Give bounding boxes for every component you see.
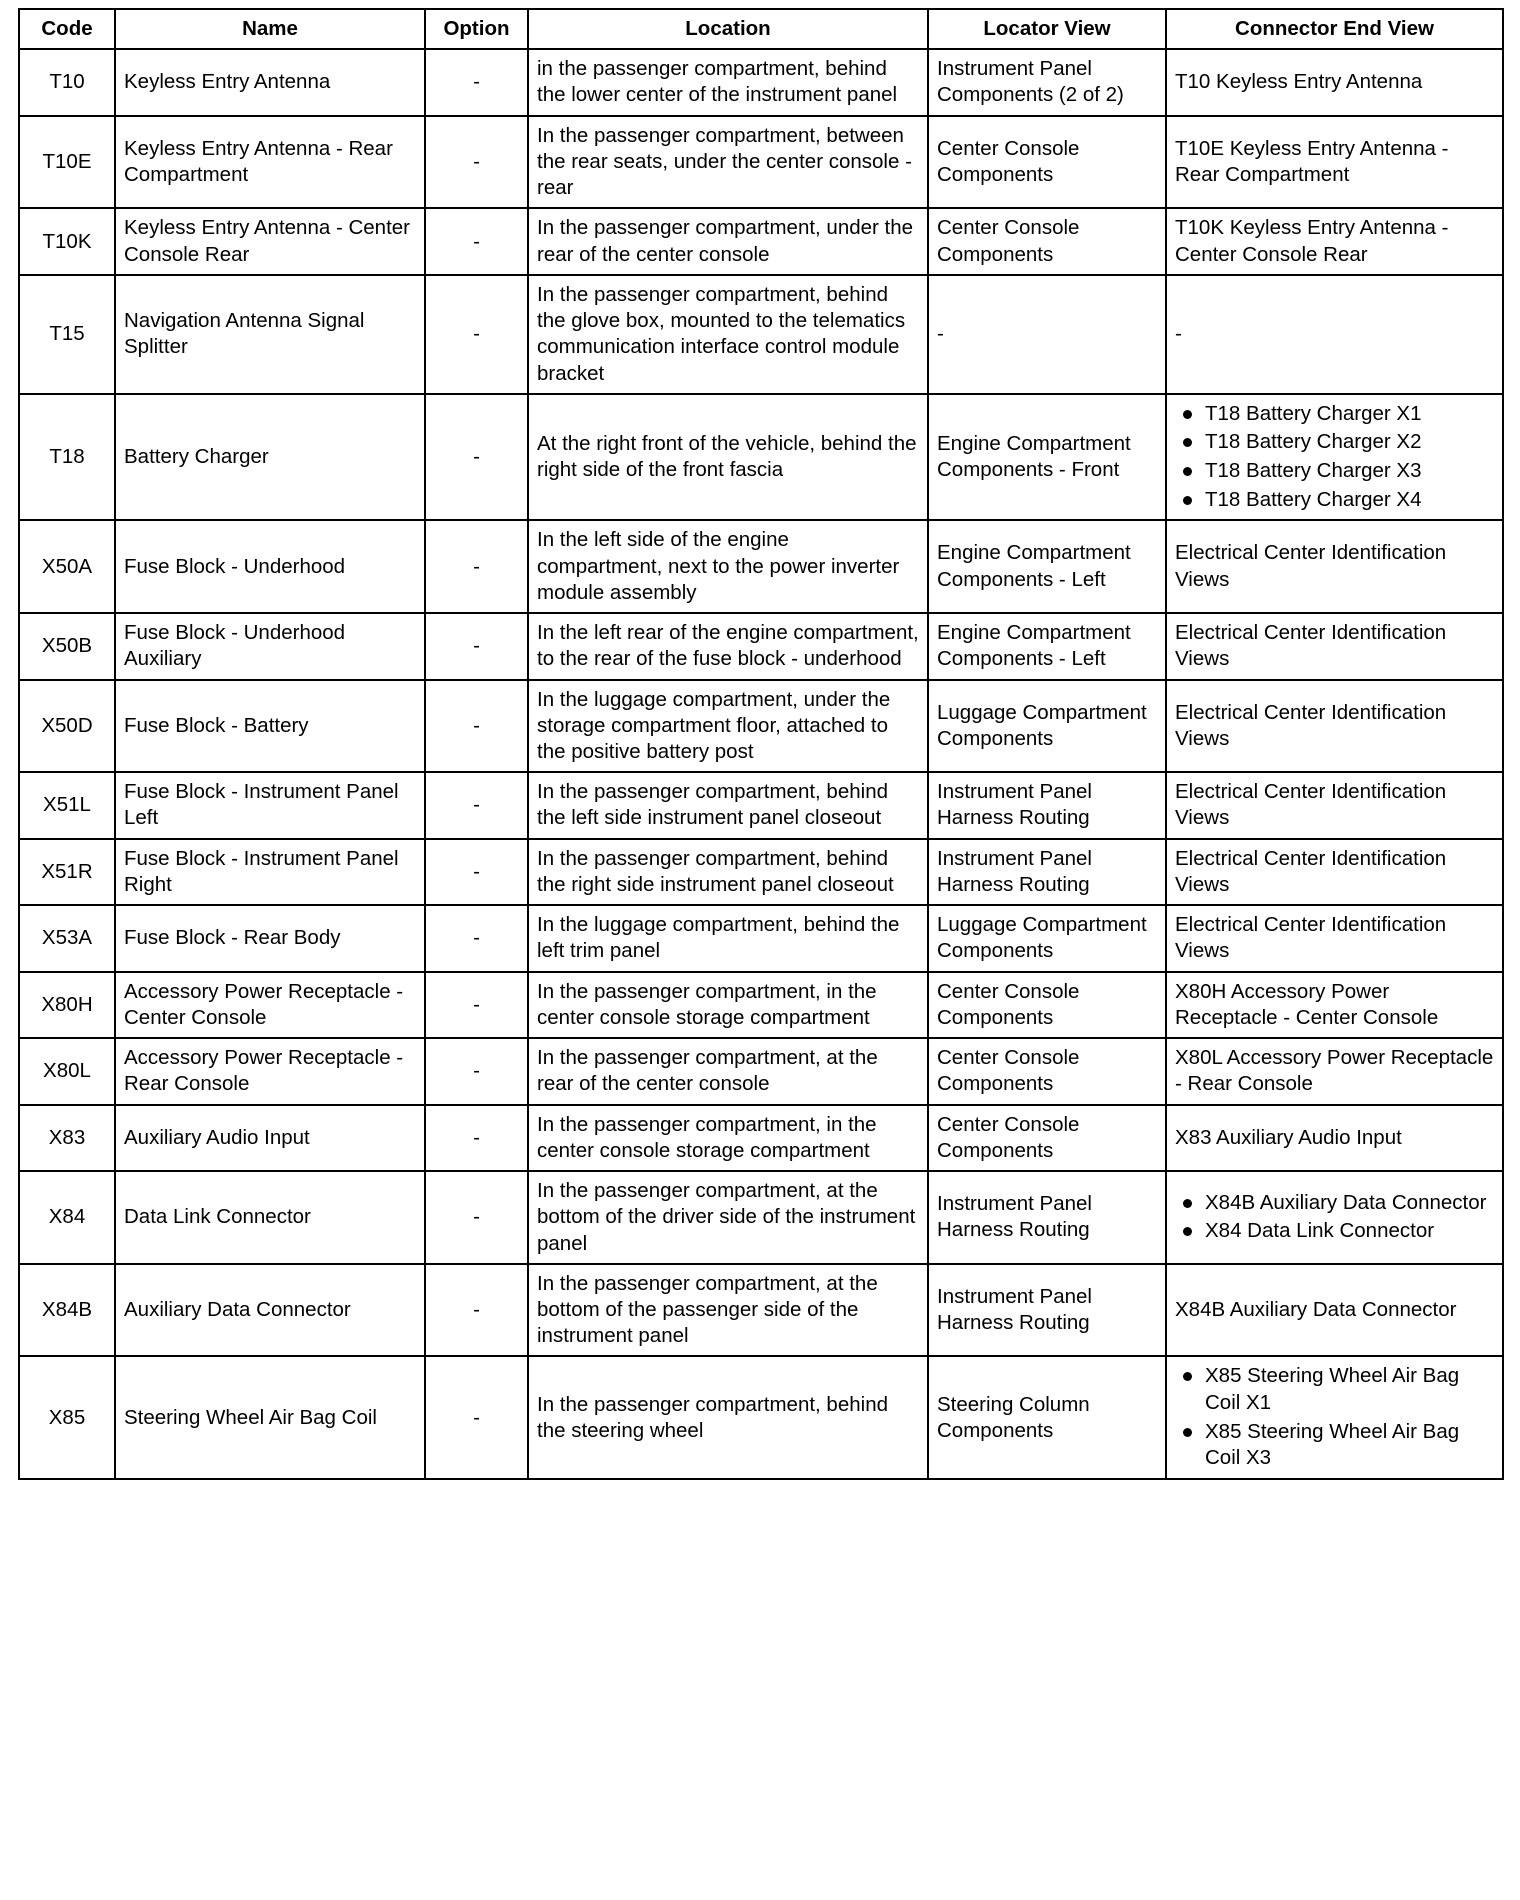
cell-code: T10K: [19, 208, 115, 274]
cell-code: X51R: [19, 839, 115, 905]
cell-code: X83: [19, 1105, 115, 1171]
cell-location: In the passenger compartment, in the center console storage compartment: [528, 1105, 928, 1171]
cell-location: In the passenger compartment, at the bottom of the driver side of the instrument panel: [528, 1171, 928, 1264]
cell-locator-view: Center Console Components: [928, 1105, 1166, 1171]
table-row: [19, 208, 1503, 274]
cell-location: In the passenger compartment, at the bottom of the passenger side of the instrument panel: [528, 1264, 928, 1357]
column-header-option: Option: [425, 9, 528, 49]
cell-connector-end-view: T10 Keyless Entry Antenna: [1166, 49, 1503, 115]
table-row: [19, 839, 1503, 905]
cell-code: X84B: [19, 1264, 115, 1357]
cell-connector-end-view: [1166, 1356, 1503, 1479]
cell-option: -: [425, 839, 528, 905]
connector-list: [1175, 1363, 1494, 1472]
table-row: [19, 1264, 1503, 1357]
cell-option: -: [425, 680, 528, 773]
connector-list-item: T18 Battery Charger X3: [1175, 458, 1494, 485]
cell-code: T18: [19, 394, 115, 521]
connector-list: [1175, 401, 1494, 514]
cell-name: Keyless Entry Antenna: [115, 49, 425, 115]
cell-connector-end-view: X80H Accessory Power Receptacle - Center Console: [1166, 972, 1503, 1038]
cell-name: Fuse Block - Battery: [115, 680, 425, 773]
cell-connector-end-view: Electrical Center Identification Views: [1166, 839, 1503, 905]
cell-location: In the left rear of the engine compartment, to the rear of the fuse block - underhood: [528, 613, 928, 679]
cell-option: -: [425, 1038, 528, 1104]
cell-code: X80H: [19, 972, 115, 1038]
table-row: [19, 680, 1503, 773]
cell-option: -: [425, 1105, 528, 1171]
cell-name: Fuse Block - Instrument Panel Right: [115, 839, 425, 905]
cell-connector-end-view: T10K Keyless Entry Antenna - Center Console Rear: [1166, 208, 1503, 274]
cell-connector-end-view: Electrical Center Identification Views: [1166, 613, 1503, 679]
cell-option: -: [425, 208, 528, 274]
cell-option: -: [425, 772, 528, 838]
cell-locator-view: Steering Column Components: [928, 1356, 1166, 1479]
cell-code: X50A: [19, 520, 115, 613]
connector-list: [1175, 1190, 1494, 1245]
cell-location: In the passenger compartment, between the rear seats, under the center console - rear: [528, 116, 928, 209]
cell-code: T10: [19, 49, 115, 115]
cell-locator-view: Engine Compartment Components - Front: [928, 394, 1166, 521]
cell-connector-end-view: -: [1166, 275, 1503, 394]
cell-code: X50D: [19, 680, 115, 773]
connector-list-item: T18 Battery Charger X1: [1175, 401, 1494, 428]
column-header-location: Location: [528, 9, 928, 49]
cell-option: -: [425, 1171, 528, 1264]
cell-locator-view: Engine Compartment Components - Left: [928, 613, 1166, 679]
cell-locator-view: Instrument Panel Components (2 of 2): [928, 49, 1166, 115]
cell-option: -: [425, 49, 528, 115]
table-header: [19, 9, 1503, 49]
cell-location: In the passenger compartment, under the rear of the center console: [528, 208, 928, 274]
cell-locator-view: Center Console Components: [928, 1038, 1166, 1104]
cell-connector-end-view: X84B Auxiliary Data Connector: [1166, 1264, 1503, 1357]
cell-connector-end-view: Electrical Center Identification Views: [1166, 520, 1503, 613]
table-row: [19, 1171, 1503, 1264]
cell-code: X50B: [19, 613, 115, 679]
table-header-row: [19, 9, 1503, 49]
cell-location: in the passenger compartment, behind the lower center of the instrument panel: [528, 49, 928, 115]
cell-option: -: [425, 1264, 528, 1357]
cell-code: X51L: [19, 772, 115, 838]
column-header-locator-view: Locator View: [928, 9, 1166, 49]
cell-location: In the left side of the engine compartment, next to the power inverter module assembly: [528, 520, 928, 613]
cell-name: Auxiliary Data Connector: [115, 1264, 425, 1357]
cell-option: -: [425, 116, 528, 209]
cell-location: In the passenger compartment, behind the left side instrument panel closeout: [528, 772, 928, 838]
cell-locator-view: -: [928, 275, 1166, 394]
cell-code: T10E: [19, 116, 115, 209]
connector-list-item: X85 Steering Wheel Air Bag Coil X1: [1175, 1363, 1494, 1416]
table-row: [19, 520, 1503, 613]
cell-locator-view: Instrument Panel Harness Routing: [928, 839, 1166, 905]
cell-name: Accessory Power Receptacle - Center Console: [115, 972, 425, 1038]
cell-locator-view: Center Console Components: [928, 972, 1166, 1038]
table-row: [19, 1038, 1503, 1104]
cell-code: X85: [19, 1356, 115, 1479]
cell-connector-end-view: X83 Auxiliary Audio Input: [1166, 1105, 1503, 1171]
table-row: [19, 116, 1503, 209]
column-header-code: Code: [19, 9, 115, 49]
cell-name: Fuse Block - Rear Body: [115, 905, 425, 971]
table-row: [19, 1105, 1503, 1171]
cell-connector-end-view: T10E Keyless Entry Antenna - Rear Compartment: [1166, 116, 1503, 209]
cell-option: -: [425, 613, 528, 679]
table-row: [19, 275, 1503, 394]
cell-location: In the passenger compartment, behind the steering wheel: [528, 1356, 928, 1479]
connector-list-item: X84B Auxiliary Data Connector: [1175, 1190, 1494, 1217]
cell-name: Fuse Block - Instrument Panel Left: [115, 772, 425, 838]
cell-location: At the right front of the vehicle, behind the right side of the front fascia: [528, 394, 928, 521]
table-row: [19, 613, 1503, 679]
cell-code: T15: [19, 275, 115, 394]
cell-locator-view: Center Console Components: [928, 116, 1166, 209]
cell-code: X80L: [19, 1038, 115, 1104]
cell-locator-view: Instrument Panel Harness Routing: [928, 1264, 1166, 1357]
cell-connector-end-view: Electrical Center Identification Views: [1166, 905, 1503, 971]
connector-list-item: X84 Data Link Connector: [1175, 1218, 1494, 1245]
cell-location: In the passenger compartment, behind the glove box, mounted to the telematics communication interface control module bracket: [528, 275, 928, 394]
table-row: [19, 1356, 1503, 1479]
cell-option: -: [425, 972, 528, 1038]
table-row: [19, 905, 1503, 971]
cell-locator-view: Center Console Components: [928, 208, 1166, 274]
cell-connector-end-view: [1166, 1171, 1503, 1264]
column-header-connector-end-view: Connector End View: [1166, 9, 1503, 49]
cell-name: Navigation Antenna Signal Splitter: [115, 275, 425, 394]
table-row: [19, 49, 1503, 115]
cell-locator-view: Instrument Panel Harness Routing: [928, 772, 1166, 838]
cell-name: Steering Wheel Air Bag Coil: [115, 1356, 425, 1479]
cell-name: Keyless Entry Antenna - Rear Compartment: [115, 116, 425, 209]
connector-list-item: X85 Steering Wheel Air Bag Coil X3: [1175, 1419, 1494, 1472]
cell-option: -: [425, 520, 528, 613]
connector-list-item: T18 Battery Charger X2: [1175, 429, 1494, 456]
cell-code: X53A: [19, 905, 115, 971]
table-row: [19, 394, 1503, 521]
component-location-table: [18, 8, 1504, 1480]
cell-connector-end-view: Electrical Center Identification Views: [1166, 680, 1503, 773]
cell-locator-view: Engine Compartment Components - Left: [928, 520, 1166, 613]
cell-option: -: [425, 905, 528, 971]
cell-location: In the passenger compartment, at the rear of the center console: [528, 1038, 928, 1104]
table-row: [19, 772, 1503, 838]
cell-locator-view: Luggage Compartment Components: [928, 905, 1166, 971]
cell-name: Battery Charger: [115, 394, 425, 521]
connector-list-item: T18 Battery Charger X4: [1175, 487, 1494, 514]
cell-name: Fuse Block - Underhood Auxiliary: [115, 613, 425, 679]
table-row: [19, 972, 1503, 1038]
cell-name: Data Link Connector: [115, 1171, 425, 1264]
cell-connector-end-view: Electrical Center Identification Views: [1166, 772, 1503, 838]
cell-location: In the passenger compartment, in the center console storage compartment: [528, 972, 928, 1038]
cell-option: -: [425, 394, 528, 521]
cell-location: In the luggage compartment, behind the left trim panel: [528, 905, 928, 971]
cell-option: -: [425, 275, 528, 394]
cell-connector-end-view: X80L Accessory Power Receptacle - Rear Console: [1166, 1038, 1503, 1104]
cell-location: In the passenger compartment, behind the right side instrument panel closeout: [528, 839, 928, 905]
cell-code: X84: [19, 1171, 115, 1264]
cell-name: Keyless Entry Antenna - Center Console Rear: [115, 208, 425, 274]
cell-option: -: [425, 1356, 528, 1479]
cell-name: Accessory Power Receptacle - Rear Console: [115, 1038, 425, 1104]
table-body: [19, 49, 1503, 1479]
cell-locator-view: Instrument Panel Harness Routing: [928, 1171, 1166, 1264]
cell-location: In the luggage compartment, under the storage compartment floor, attached to the positive battery post: [528, 680, 928, 773]
cell-locator-view: Luggage Compartment Components: [928, 680, 1166, 773]
cell-name: Fuse Block - Underhood: [115, 520, 425, 613]
column-header-name: Name: [115, 9, 425, 49]
cell-name: Auxiliary Audio Input: [115, 1105, 425, 1171]
cell-connector-end-view: [1166, 394, 1503, 521]
